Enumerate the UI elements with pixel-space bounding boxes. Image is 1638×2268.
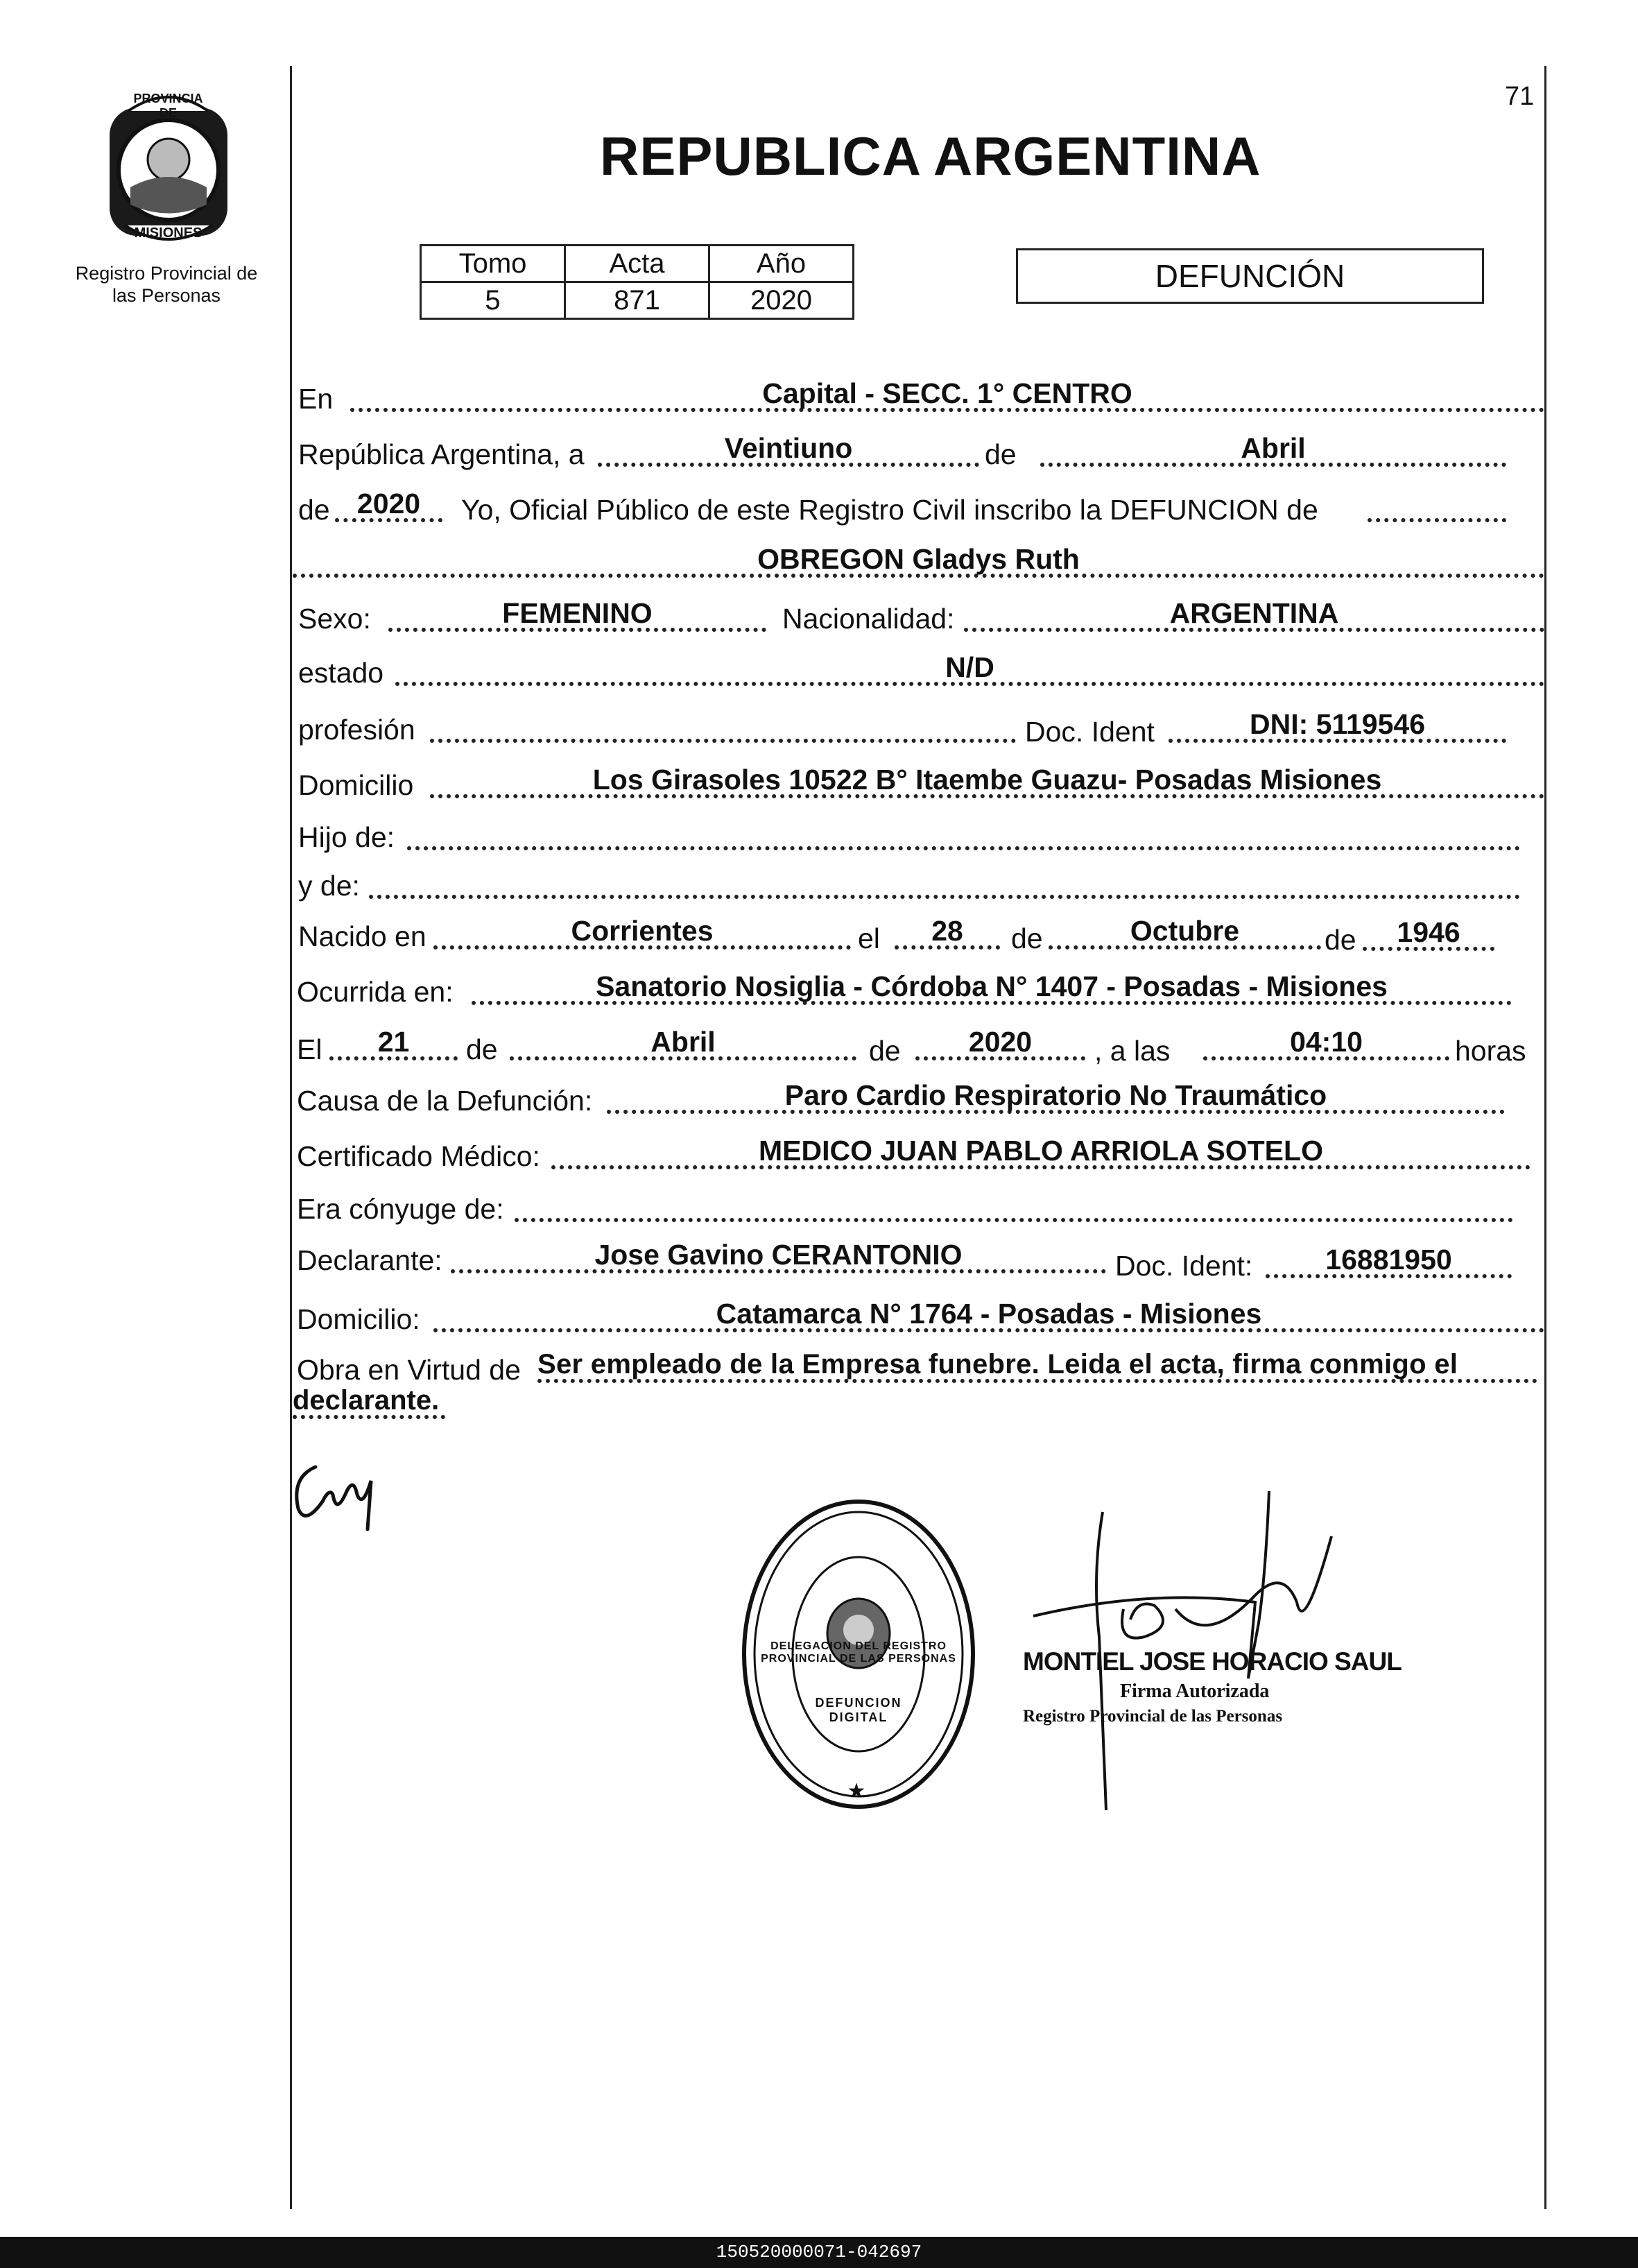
left-margin-rule [290,66,292,2209]
label-causa: Causa de la Defunción: [297,1085,593,1117]
right-margin-rule [1544,66,1546,2209]
field-def-hora: 04:10 [1203,1029,1449,1060]
field-declarante-doc: 16881950 [1266,1246,1512,1278]
field-hijo-de [407,818,1520,850]
table-header-acta: Acta [565,246,709,282]
field-declarante-domicilio: Catamarca N° 1764 - Posadas - Misiones [433,1300,1544,1332]
field-estado: N/D [395,654,1544,686]
field-doc-ident: DNI: 5119546 [1169,711,1506,743]
page-title: REPUBLICA ARGENTINA [600,126,1261,187]
label-conyuge: Era cónyuge de: [297,1193,504,1225]
field-obra-virtud-line1: Ser empleado de la Empresa funebre. Leida el acta, firma conmigo el [537,1351,1537,1383]
field-def-dia: 21 [329,1029,458,1060]
officer-role: Firma Autorizada [1120,1681,1270,1702]
label-estado: estado [298,657,384,689]
field-nac-anio: 1946 [1363,919,1494,951]
field-nacionalidad: ARGENTINA [964,600,1544,632]
field-nac-mes: Octubre [1049,918,1321,950]
label-de-1: de [985,438,1017,470]
footer-bar [0,2237,1638,2268]
label-doc-ident-2: Doc. Ident: [1115,1250,1253,1282]
label-profesion: profesión [298,714,415,746]
field-nombre: OBREGON Gladys Ruth [293,546,1544,578]
label-nacionalidad: Nacionalidad: [782,603,955,635]
label-sexo: Sexo: [298,603,371,635]
record-type-box [1016,248,1484,304]
field-domicilio: Los Girasoles 10522 B° Itaembe Guazu- Posadas Misiones [430,766,1544,798]
field-nac-dia: 28 [895,918,1000,950]
field-dia-texto: Veintiuno [598,435,979,467]
logo-text-top: PROVINCIA DE [133,92,203,120]
tomo-acta-anio-table [420,244,854,320]
label-en: En [298,383,334,415]
label-yo-oficial: Yo, Oficial Público de este Registro Civil inscribo la DEFUNCION de [461,494,1318,526]
label-domicilio: Domicilio [298,769,414,801]
field-lugar: Capital - SECC. 1° CENTRO [350,380,1544,412]
label-doc-ident: Doc. Ident [1025,716,1155,748]
field-profesion [430,711,1016,743]
field-def-mes: Abril [510,1029,856,1060]
field-anio: 2020 [335,490,442,522]
label-certificado: Certificado Médico: [297,1140,540,1172]
logo-text-bottom: MISIONES [134,225,202,241]
label-horas: horas [1455,1035,1526,1067]
svg-text:★: ★ [847,1780,866,1803]
stamp-inner-text: DEFUNCION DIGITAL [815,1696,902,1724]
label-de-4: de [1325,924,1356,956]
field-obra-virtud-line2: declarante. [293,1387,445,1419]
table-value-tomo: 5 [421,282,565,319]
officer-registry: Registro Provincial de las Personas [1023,1707,1283,1726]
registry-name-line1: Registro Provincial de [75,263,258,284]
registry-name [55,262,277,307]
field-conyuge [515,1190,1513,1222]
official-stamp [737,1495,980,1814]
page-number: 71 [1505,82,1535,111]
field-def-anio: 2020 [915,1029,1085,1060]
officer-name: MONTIEL JOSE HORACIO SAUL [1023,1647,1402,1676]
label-republica-a: República Argentina, a [298,438,585,470]
label-y-de: y de: [298,870,360,902]
stamp-outer-text: DELEGACION DEL REGISTRO PROVINCIAL DE LAS PERSONAS [761,1640,956,1665]
table-header-tomo: Tomo [421,246,565,282]
label-declarante: Declarante: [297,1244,442,1276]
field-nacido-en: Corrientes [433,918,851,950]
label-a-las: , a las [1094,1035,1171,1067]
label-de-5: de [466,1033,498,1065]
table-value-anio: 2020 [709,282,854,319]
officer-signature [1026,1470,1387,1821]
field-causa: Paro Cardio Respiratorio No Traumático [607,1082,1505,1114]
field-de-trailing [1368,490,1506,522]
label-ocurrida-en: Ocurrida en: [297,976,454,1008]
label-obra-virtud: Obra en Virtud de [297,1354,521,1386]
record-type: DEFUNCIÓN [1155,258,1345,294]
field-mes: Abril [1040,435,1506,467]
label-el-cap: El [297,1033,322,1065]
document-code: 150520000071-042697 [716,2242,922,2262]
table-value-row [421,282,854,319]
label-nacido-en: Nacido en [298,920,426,952]
officer-block [1023,1647,1402,1726]
label-de-3: de [1011,922,1043,954]
field-sexo: FEMENINO [388,600,766,632]
field-y-de [369,867,1520,899]
handwritten-initials [288,1453,406,1540]
registry-name-line2: las Personas [112,285,221,306]
table-header-row [421,246,854,282]
label-domicilio-2: Domicilio: [297,1303,420,1335]
label-el: el [858,922,880,954]
table-header-anio: Año [709,246,854,282]
label-de-2: de [298,494,330,526]
label-hijo-de: Hijo de: [298,821,395,853]
label-de-6: de [869,1035,901,1067]
field-certificado: MEDICO JUAN PABLO ARRIOLA SOTELO [551,1137,1531,1169]
field-ocurrida-en: Sanatorio Nosiglia - Córdoba N° 1407 - Posadas - Misiones [472,973,1512,1005]
table-value-acta: 871 [565,282,709,319]
provincia-misiones-logo [90,83,246,250]
field-declarante: Jose Gavino CERANTONIO [451,1242,1106,1273]
